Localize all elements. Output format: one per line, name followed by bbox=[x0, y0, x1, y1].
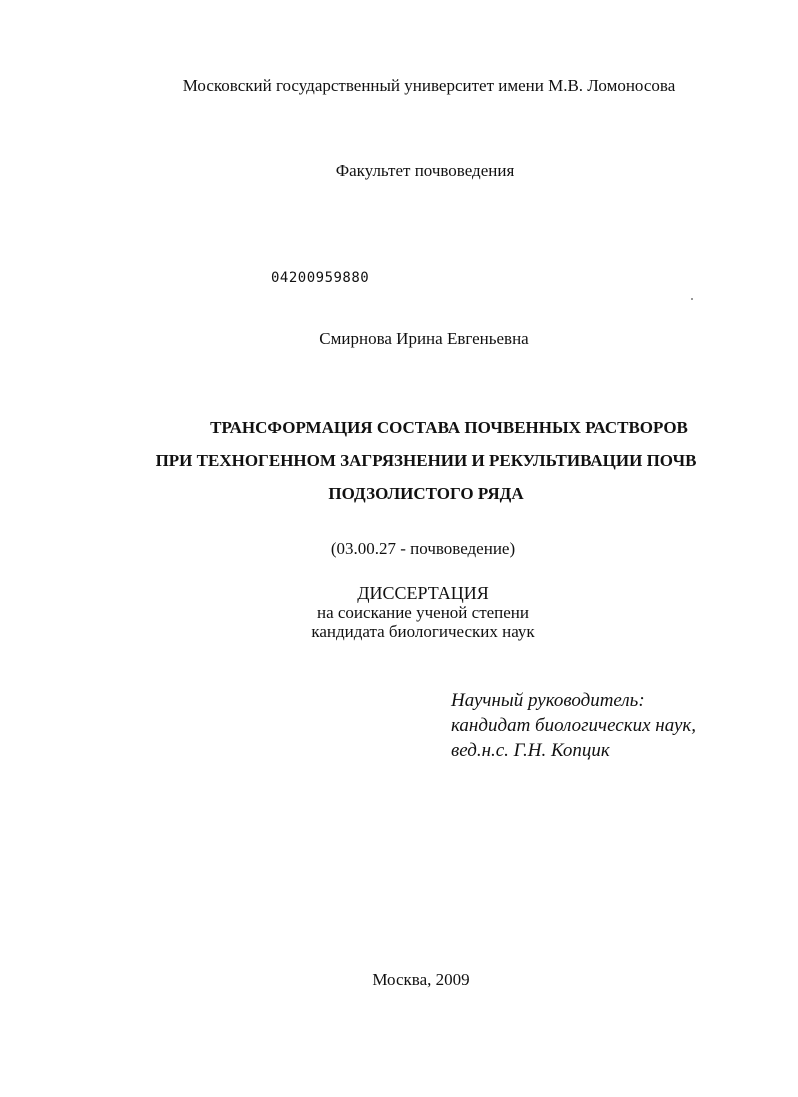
scan-speck bbox=[691, 298, 693, 300]
title-line-1: ТРАНСФОРМАЦИЯ СОСТАВА ПОЧВЕННЫХ РАСТВОРОВ bbox=[210, 418, 688, 437]
author-name: Смирнова Ирина Евгеньевна bbox=[319, 329, 529, 348]
university-name: Московский государственный университет имени М.В. Ломоносова bbox=[182, 76, 676, 95]
supervisor-label: Научный руководитель: bbox=[451, 690, 645, 711]
supervisor-block bbox=[451, 688, 696, 763]
registration-code: 04200959880 bbox=[271, 270, 370, 286]
supervisor-degree: кандидат биологических наук, bbox=[451, 715, 697, 736]
title-line-2: ПРИ ТЕХНОГЕННОМ ЗАГРЯЗНЕНИИ И РЕКУЛЬТИВАЦИИ ПОЧВ bbox=[155, 451, 697, 470]
specialty-code: (03.00.27 - почвоведение) bbox=[330, 539, 516, 558]
city-year: Москва, 2009 bbox=[372, 970, 470, 989]
degree-name: кандидата биологических наук bbox=[311, 622, 535, 641]
degree-purpose: на соискание ученой степени bbox=[316, 603, 530, 622]
faculty-name: Факультет почвоведения bbox=[335, 161, 515, 180]
dissertation-heading: ДИССЕРТАЦИЯ bbox=[357, 583, 489, 603]
supervisor-name: вед.н.с. Г.Н. Копцик bbox=[451, 740, 610, 761]
title-line-3: ПОДЗОЛИСТОГО РЯДА bbox=[328, 484, 524, 503]
